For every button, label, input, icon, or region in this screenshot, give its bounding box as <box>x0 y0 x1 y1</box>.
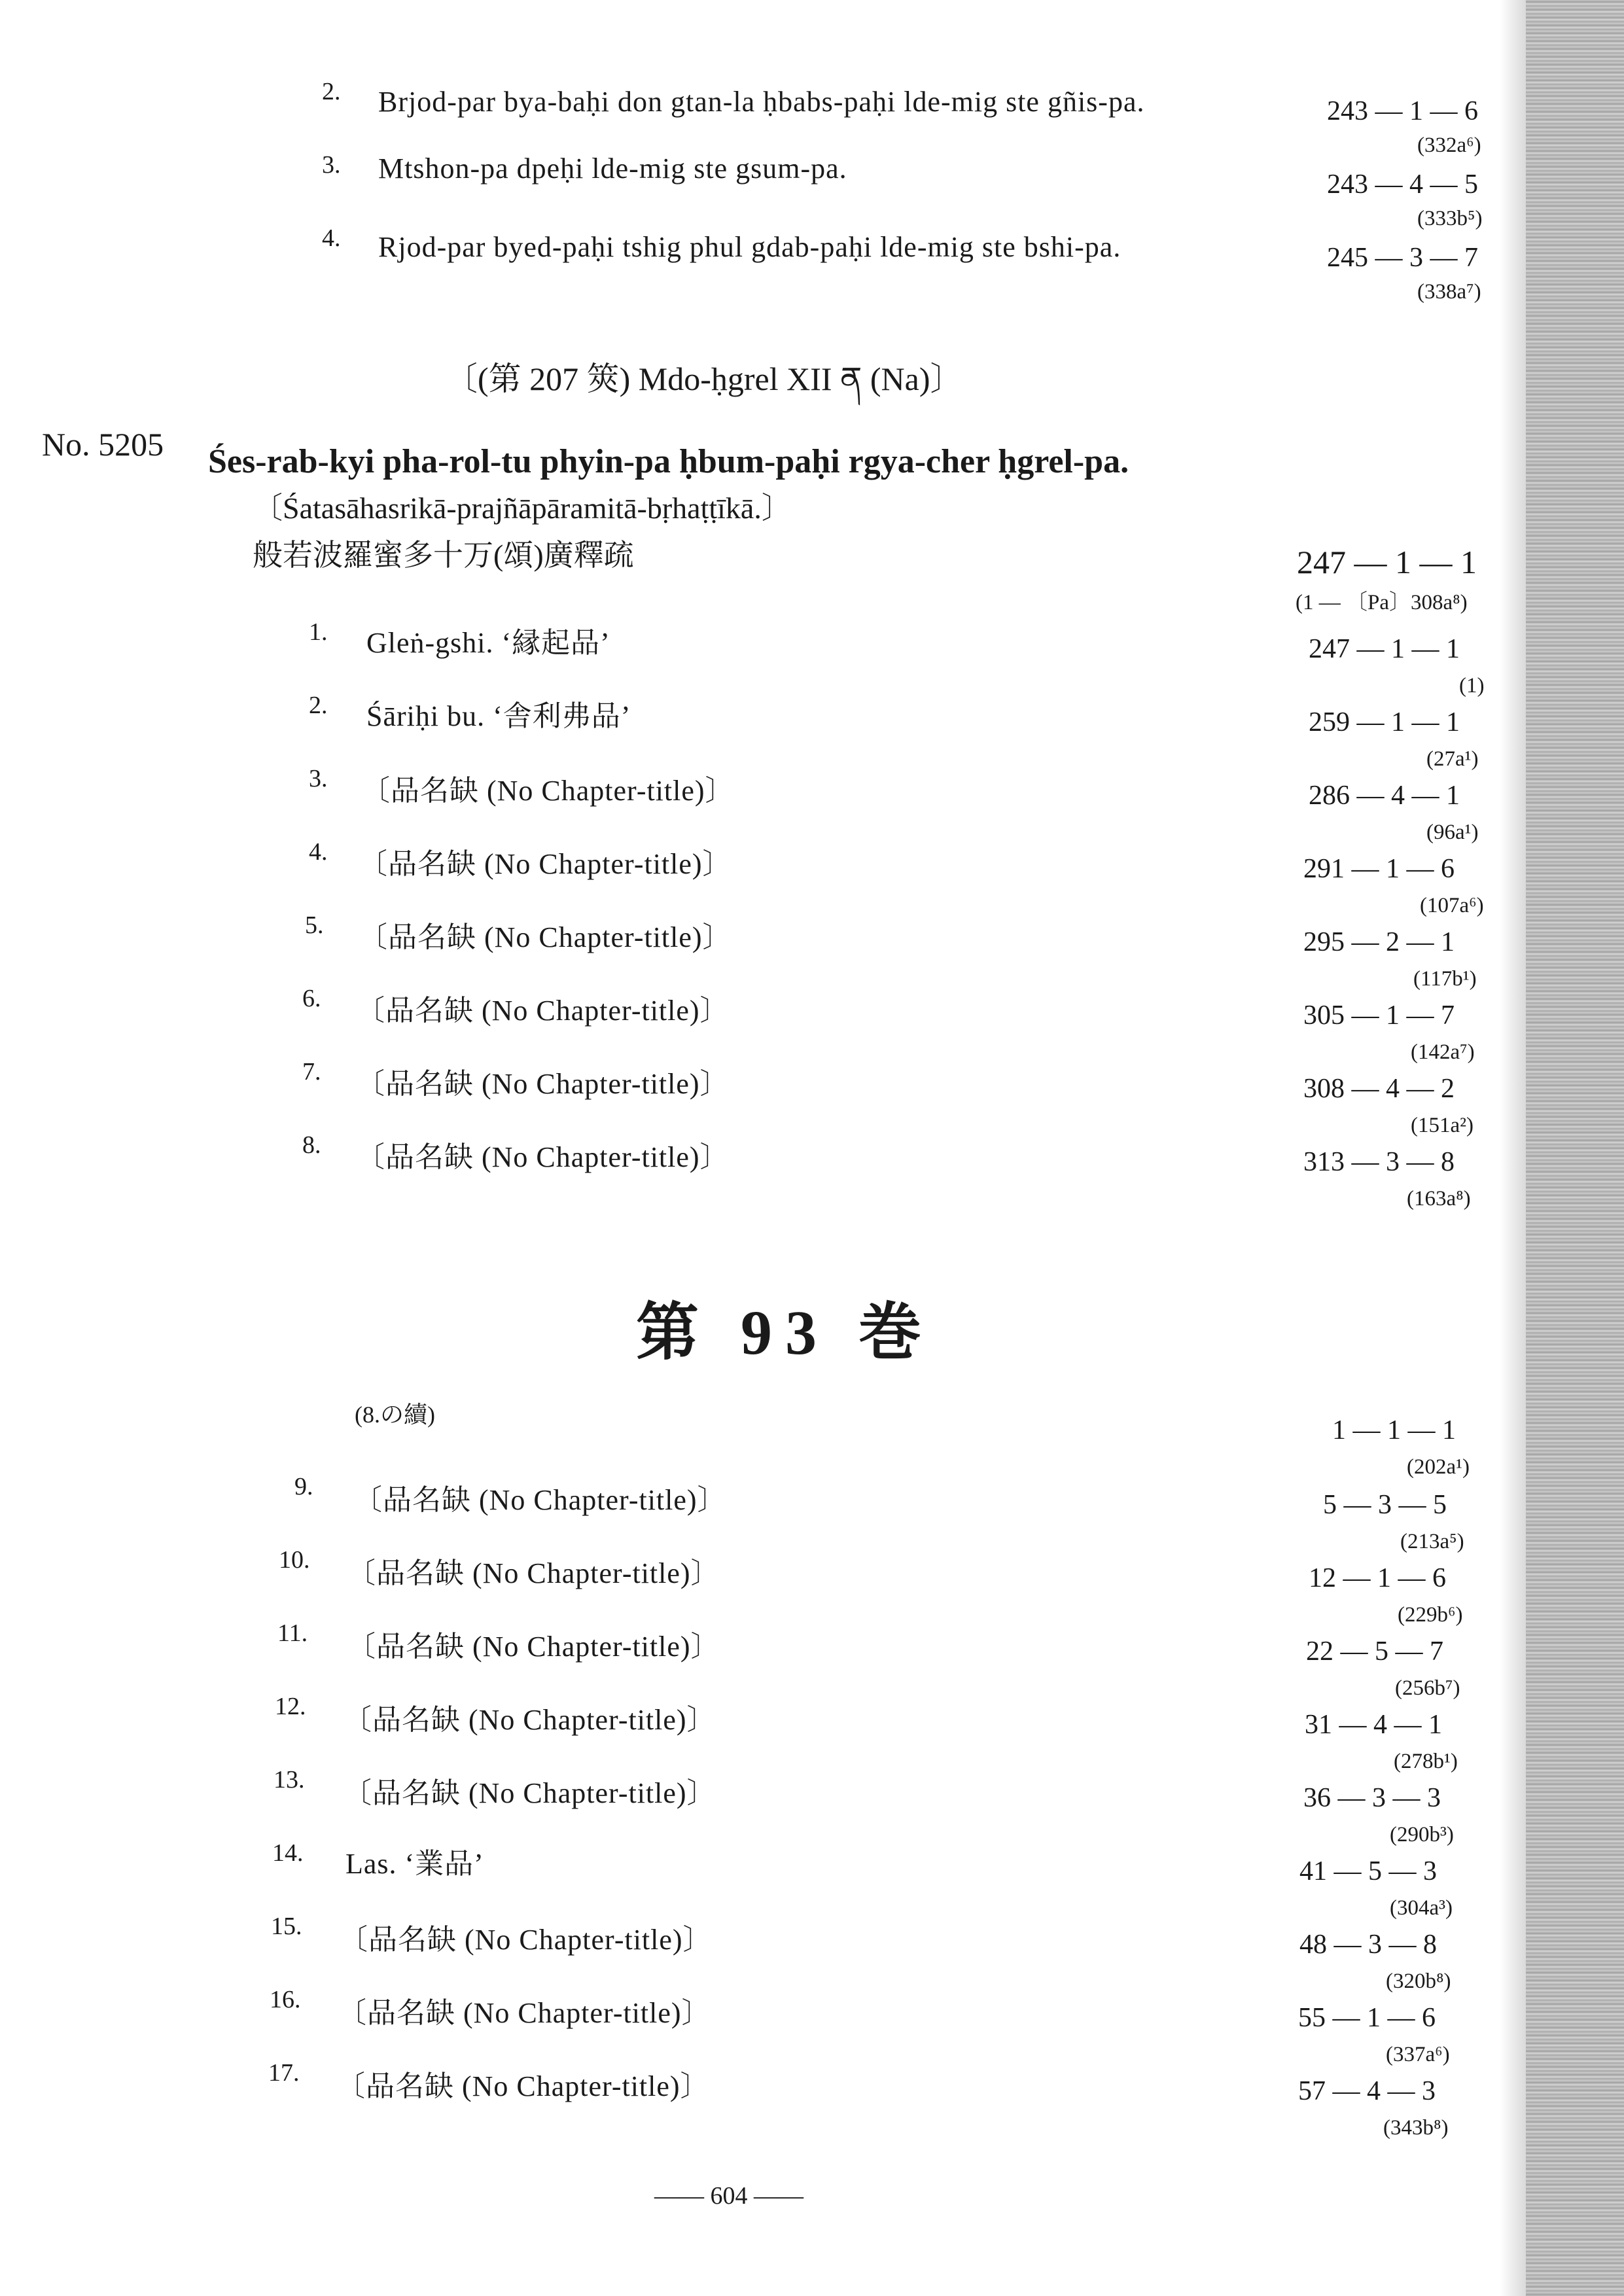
scan-edge <box>1526 0 1624 2296</box>
chapter-folio: (1) <box>1459 674 1485 698</box>
work-chinese-title: 般若波羅蜜多十万(頌)廣釋疏 <box>253 539 634 572</box>
chapter-title: Śāriḥi bu. ‘舎利弗品’ <box>366 700 631 732</box>
chapter-number: 15. <box>271 1913 302 1940</box>
chapter-number: 4. <box>309 838 328 866</box>
work-ref: 247 — 1 — 1 <box>1297 544 1477 580</box>
entry-ref: 243 — 4 — 5 <box>1327 169 1478 200</box>
entry-title: Brjod-par bya-baḥi don gtan-la ḥbabs-paḥi lde-mig ste gñis-pa. <box>378 86 1145 118</box>
chapter-ref: 55 — 1 — 6 <box>1298 2003 1436 2033</box>
chapter-number: 5. <box>305 911 324 939</box>
entry-folio: (332a⁶) <box>1417 133 1481 157</box>
chapter-title: 〔品名缺 (No Chapter-title)〕 <box>356 1141 730 1173</box>
chapter-number: 10. <box>279 1546 310 1574</box>
chapter-ref: 12 — 1 — 6 <box>1309 1563 1446 1593</box>
chapter-ref: 57 — 4 — 3 <box>1298 2076 1436 2106</box>
chapter-ref: 259 — 1 — 1 <box>1309 707 1460 737</box>
chapter-folio: (117b¹) <box>1413 967 1477 991</box>
work-number: No. 5205 <box>42 426 164 463</box>
chapter-ref: 48 — 3 — 8 <box>1299 1930 1437 1960</box>
continuation-note: (8.の續) <box>355 1402 435 1428</box>
chapter-ref: 36 — 3 — 3 <box>1303 1783 1441 1813</box>
chapter-folio: (343b⁸) <box>1383 2116 1449 2140</box>
work-title: Śes-rab-kyi pha-rol-tu phyin-pa ḥbum-paḥi rgya-cher ḥgrel-pa. <box>208 443 1129 480</box>
chapter-number: 7. <box>302 1058 321 1086</box>
chapter-title: 〔品名缺 (No Chapter-title)〕 <box>359 921 732 953</box>
page-number: —— 604 —— <box>654 2182 803 2210</box>
chapter-number: 14. <box>272 1839 304 1867</box>
chapter-folio: (142a⁷) <box>1411 1040 1475 1064</box>
chapter-ref: 295 — 2 — 1 <box>1303 927 1455 957</box>
chapter-number: 2. <box>309 692 328 719</box>
chapter-ref: 5 — 3 — 5 <box>1323 1490 1447 1520</box>
volume-heading: 第 93 巻 <box>636 1298 934 1368</box>
chapter-title: 〔品名缺 (No Chapter-title)〕 <box>347 1557 720 1589</box>
entry-title: Rjod-par byed-paḥi tshig phul gdab-paḥi lde-mig ste bshi-pa. <box>378 231 1121 263</box>
chapter-title: 〔品名缺 (No Chapter-title)〕 <box>356 1068 730 1100</box>
chapter-ref: 31 — 4 — 1 <box>1305 1710 1442 1740</box>
chapter-folio: (320b⁸) <box>1386 1969 1451 1993</box>
chapter-title: 〔品名缺 (No Chapter-title)〕 <box>336 2070 710 2102</box>
chapter-title: 〔品名缺 (No Chapter-title)〕 <box>338 1997 711 2029</box>
chapter-number: 3. <box>309 765 328 792</box>
chapter-ref: 41 — 5 — 3 <box>1299 1856 1437 1886</box>
chapter-folio: (213a⁵) <box>1400 1530 1464 1553</box>
chapter-folio: (163a⁸) <box>1407 1187 1471 1210</box>
chapter-title: Gleṅ-gshi. ‘縁起品’ <box>366 627 610 659</box>
chapter-ref: 305 — 1 — 7 <box>1303 1000 1455 1031</box>
entry-title: Mtshon-pa dpeḥi lde-mig ste gsum-pa. <box>378 152 847 185</box>
chapter-title: Las. ‘業品’ <box>345 1848 484 1880</box>
chapter-number: 11. <box>277 1619 308 1647</box>
chapter-title: 〔品名缺 (No Chapter-title)〕 <box>339 1924 713 1956</box>
chapter-number: 12. <box>275 1693 306 1720</box>
entry-folio: (338a⁷) <box>1417 280 1481 304</box>
work-sanskrit-title: 〔Śatasāhasrikā-prajñāpāramitā-bṛhaṭṭīkā.〕 <box>253 491 792 525</box>
chapter-number: 16. <box>270 1986 301 2013</box>
chapter-folio: (278b¹) <box>1394 1750 1458 1773</box>
work-folio: (1 — 〔Pa〕308a⁸) <box>1296 591 1468 614</box>
continuation-folio: (202a¹) <box>1407 1455 1470 1479</box>
chapter-number: 6. <box>302 985 321 1012</box>
chapter-title: 〔品名缺 (No Chapter-title)〕 <box>347 1631 720 1663</box>
chapter-folio: (96a¹) <box>1426 821 1479 844</box>
chapter-ref: 286 — 4 — 1 <box>1309 781 1460 811</box>
chapter-folio: (27a¹) <box>1426 747 1479 771</box>
chapter-ref: 22 — 5 — 7 <box>1306 1636 1443 1667</box>
chapter-ref: 313 — 3 — 8 <box>1303 1147 1455 1177</box>
chapter-folio: (151a²) <box>1411 1114 1474 1137</box>
chapter-number: 8. <box>302 1131 321 1159</box>
chapter-number: 17. <box>268 2059 300 2087</box>
entry-ref: 245 — 3 — 7 <box>1327 243 1478 273</box>
chapter-title: 〔品名缺 (No Chapter-title)〕 <box>356 995 730 1027</box>
chapter-number: 9. <box>294 1473 313 1500</box>
chapter-title: 〔品名缺 (No Chapter-title)〕 <box>343 1704 716 1736</box>
continuation-ref: 1 — 1 — 1 <box>1332 1415 1456 1445</box>
entry-number: 2. <box>322 78 341 105</box>
chapter-ref: 247 — 1 — 1 <box>1309 634 1460 664</box>
entry-number: 4. <box>322 224 341 252</box>
chapter-folio: (256b⁷) <box>1395 1676 1460 1700</box>
chapter-folio: (290b³) <box>1390 1823 1454 1846</box>
chapter-folio: (304a³) <box>1390 1896 1453 1920</box>
chapter-title: 〔品名缺 (No Chapter-title)〕 <box>343 1777 716 1809</box>
entry-number: 3. <box>322 151 341 179</box>
chapter-folio: (337a⁶) <box>1386 2043 1450 2066</box>
entry-ref: 243 — 1 — 6 <box>1327 96 1478 126</box>
chapter-number: 1. <box>309 618 328 646</box>
entry-folio: (333b⁵) <box>1417 207 1483 230</box>
chapter-folio: (107a⁶) <box>1420 894 1484 917</box>
chapter-title: 〔品名缺 (No Chapter-title)〕 <box>361 775 735 807</box>
chapter-folio: (229b⁶) <box>1398 1603 1463 1627</box>
scan-shadow <box>1500 0 1526 2296</box>
chapter-ref: 308 — 4 — 2 <box>1303 1074 1455 1104</box>
chapter-ref: 291 — 1 — 6 <box>1303 854 1455 884</box>
chapter-title: 〔品名缺 (No Chapter-title)〕 <box>359 848 732 880</box>
chapter-title: 〔品名缺 (No Chapter-title)〕 <box>353 1484 727 1516</box>
chapter-number: 13. <box>274 1766 305 1793</box>
section-header: 〔(第 207 筴) Mdo-ḥgrel XII ན (Na)〕 <box>445 361 963 397</box>
